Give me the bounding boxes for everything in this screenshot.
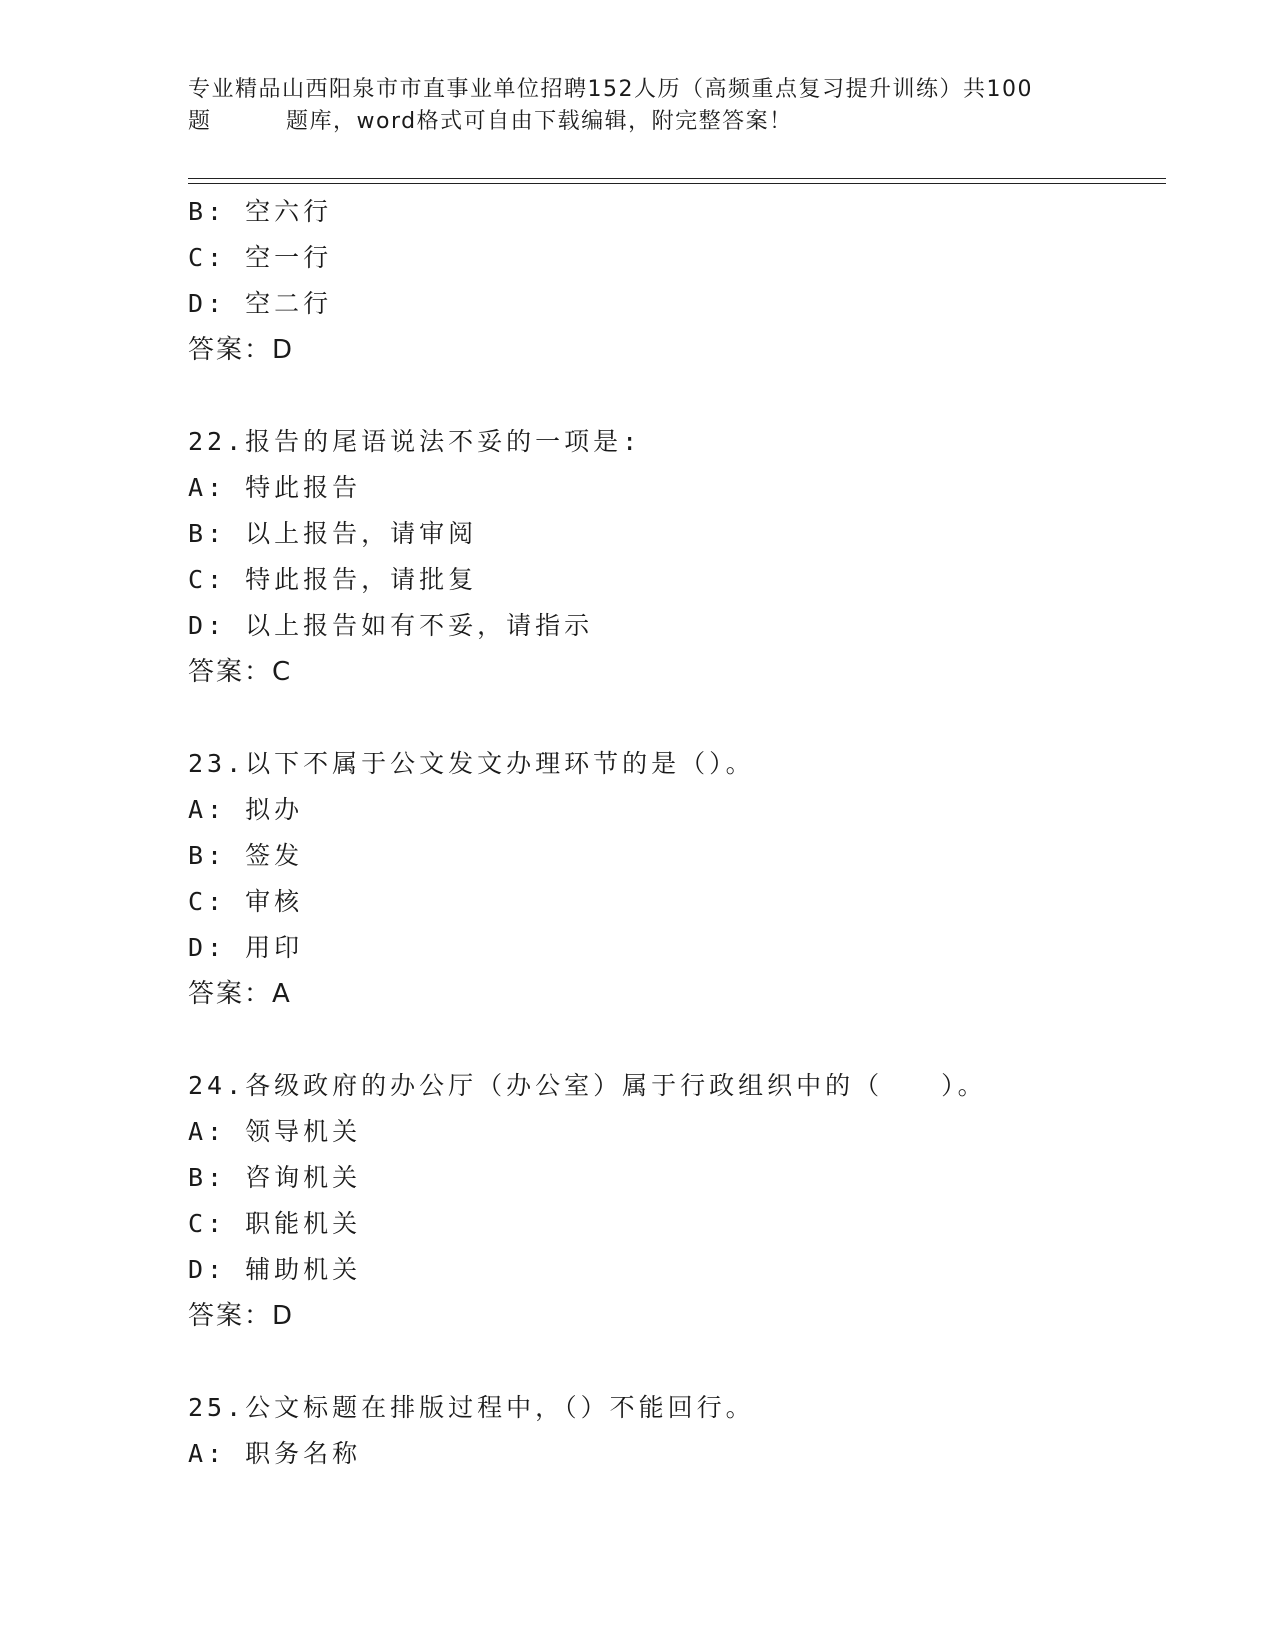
answer-line: 答案：A xyxy=(188,979,292,1009)
header-rule-bottom xyxy=(188,183,1166,184)
spacer xyxy=(188,373,1148,419)
option-line: C: 审核 xyxy=(188,887,304,916)
option-line: D: 辅助机关 xyxy=(188,1255,362,1284)
option-line: C: 特此报告，请批复 xyxy=(188,565,478,594)
answer-line: 答案：C xyxy=(188,657,293,687)
spacer xyxy=(188,1339,1148,1385)
question-carryover xyxy=(188,189,1148,373)
option-line: A: 领导机关 xyxy=(188,1117,362,1146)
question-25 xyxy=(188,1385,1148,1477)
question-text: 25.公文标题在排版过程中，（）不能回行。 xyxy=(188,1393,755,1422)
option-line: B: 以上报告，请审阅 xyxy=(188,519,478,548)
answer-line: 答案：D xyxy=(188,1301,295,1331)
option-line: C: 空一行 xyxy=(188,243,333,272)
header-rule-top xyxy=(188,178,1166,179)
document-header xyxy=(188,74,1088,138)
question-text: 22.报告的尾语说法不妥的一项是: xyxy=(188,427,642,456)
option-line: B: 签发 xyxy=(188,841,304,870)
question-23 xyxy=(188,741,1148,1017)
option-line: A: 特此报告 xyxy=(188,473,362,502)
spacer xyxy=(188,1017,1148,1063)
question-22 xyxy=(188,419,1148,695)
document-body xyxy=(188,189,1148,1477)
option-line: D: 空二行 xyxy=(188,289,333,318)
question-text: 23.以下不属于公文发文办理环节的是（）。 xyxy=(188,749,755,778)
header-line-2-rest: 题库，word格式可自由下载编辑，附完整答案！ xyxy=(286,109,793,134)
option-line: A: 职务名称 xyxy=(188,1439,362,1468)
spacer xyxy=(188,695,1148,741)
option-line: D: 以上报告如有不妥，请指示 xyxy=(188,611,594,640)
option-line: C: 职能机关 xyxy=(188,1209,362,1238)
header-line-1: 专业精品山西阳泉市市直事业单位招聘152人历（高频重点复习提升训练）共100 xyxy=(188,77,1033,102)
question-24 xyxy=(188,1063,1148,1339)
question-text: 24.各级政府的办公厅（办公室）属于行政组织中的（ ）。 xyxy=(188,1071,987,1100)
option-line: D: 用印 xyxy=(188,933,304,962)
option-line: B: 咨询机关 xyxy=(188,1163,362,1192)
header-line-2-lead: 题 xyxy=(188,109,212,134)
header-line-2 xyxy=(188,106,1088,138)
option-line: A: 拟办 xyxy=(188,795,304,824)
option-line: B: 空六行 xyxy=(188,197,333,226)
answer-line: 答案：D xyxy=(188,335,295,365)
